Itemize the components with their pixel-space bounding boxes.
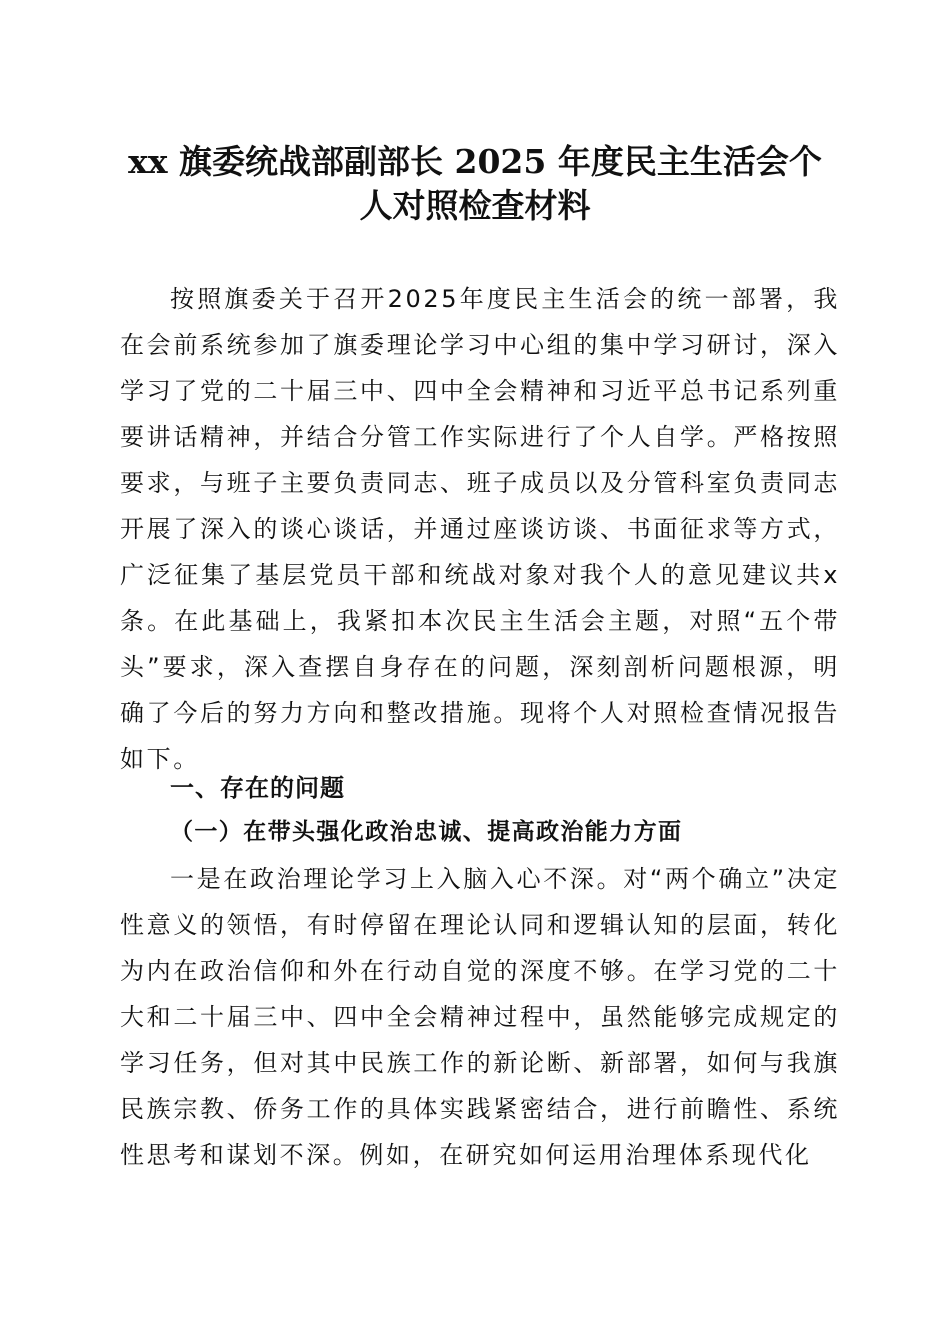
intro-paragraph: 按照旗委关于召开2025年度民主生活会的统一部署，我在会前系统参加了旗委理论学习中心组的集中学习研讨，深入学习了党的二十届三中、四中全会精神和习近平总书记系列重要讲话精神，并结合分管工作实际进行了个人自学。严格按照要求，与班子主要负责同志、班子成员以及分管科室负责同志开展了深入的谈心谈话，并通过座谈访谈、书面征求等方式，广泛征集了基层党员干部和统战对象对我个人的意见建议共x条。在此基础上，我紧扣本次民主生活会主题，对照“五个带头”要求，深入查摆自身存在的问题，深刻剖析问题根源，明确了今后的努力方向和整改措施。现将个人对照检查情况报告如下。 <box>120 285 840 773</box>
section-heading: 一、存在的问题 <box>170 774 345 802</box>
document-title-line-2: 人对照检查材料 <box>359 186 591 225</box>
subsection-heading: （一）在带头强化政治忠诚、提高政治能力方面 <box>170 819 683 845</box>
problem-paragraph: 一是在政治理论学习上入脑入心不深。对“两个确立”决定性意义的领悟，有时停留在理论认同和逻辑认知的层面，转化为内在政治信仰和外在行动自觉的深度不够。在学习党的二十大和二十届三中、四中全会精神过程中，虽然能够完成规定的学习任务，但对其中民族工作的新论断、新部署，如何与我旗民族宗教、侨务工作的具体实践紧密结合，进行前瞻性、系统性思考和谋划不深。例如，在研究如何运用治理体系现代化 <box>120 865 840 1169</box>
document-title-line-1: xx 旗委统战部副部长 2025 年度民主生活会个 <box>128 142 822 181</box>
